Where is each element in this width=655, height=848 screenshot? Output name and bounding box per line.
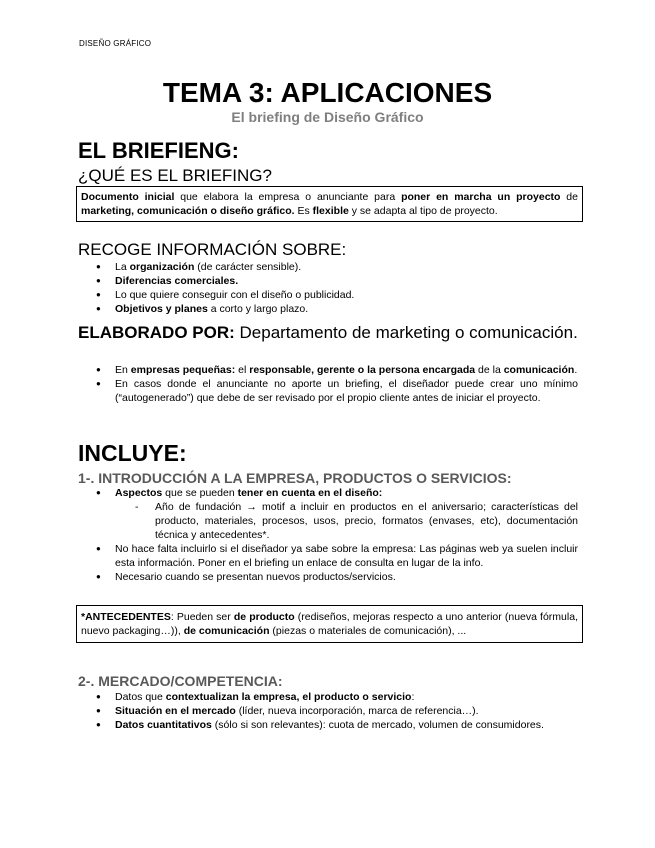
s2-1-b: Situación en el mercado <box>115 705 236 717</box>
elaborado-text: Departamento de marketing o comunicación. <box>234 323 578 342</box>
antecedentes-box <box>76 605 583 643</box>
s2-0-a: Datos que <box>115 691 166 703</box>
el-0-b: empresas pequeñas: <box>130 364 236 376</box>
ant-t2: : Pueden ser <box>170 611 234 623</box>
s1-i1-a: Aspectos <box>115 487 163 499</box>
ant-t1: *ANTECEDENTES <box>81 611 171 623</box>
sub-list-item: - Año de fundación → motif a incluir en productos en el aniversario; características del producto, materiales, procesos, usos, precio, formatos (envases, etc), documentación técnica y antecedentes*. <box>115 500 578 542</box>
list-item <box>78 718 578 732</box>
list-item <box>78 288 578 302</box>
section-1-sublist <box>115 500 578 542</box>
elaborado-list <box>78 363 578 405</box>
recoge-0-c: (de carácter sensible). <box>194 261 302 273</box>
s2-0-b: contextualizan la empresa, el producto o servicio <box>165 691 412 703</box>
elaborado-por <box>78 322 578 343</box>
def-t1: Documento inicial <box>81 191 175 203</box>
list-item <box>78 377 578 405</box>
ant-t3: de producto <box>233 611 295 623</box>
ant-t5: de comunicación <box>183 625 270 637</box>
def-t3: poner en marcha un proyecto <box>401 191 561 203</box>
section-2-list <box>78 690 578 732</box>
el-0-a: En <box>115 364 131 376</box>
ant-t4: (rediseños, mejoras respecto a uno anterior (nueva fórmula, nuevo packaging…)), <box>81 611 578 637</box>
list-item <box>78 274 578 288</box>
s2-0-c: : <box>411 691 415 703</box>
section-1-heading: 1-. INTRODUCCIÓN A LA EMPRESA, PRODUCTOS O SERVICIOS: <box>78 470 512 486</box>
def-t5: marketing, comunicación o diseño gráfico. <box>81 205 295 217</box>
def-t8: y se adapta al tipo de proyecto. <box>348 205 498 217</box>
recoge-3-b: Objetivos y planes <box>115 303 208 315</box>
el-0-d: responsable, gerente o la persona encargada <box>249 364 476 376</box>
list-item <box>78 302 578 316</box>
recoge-heading: RECOGE INFORMACIÓN SOBRE: <box>78 240 347 259</box>
recoge-0-b: organización <box>129 261 195 273</box>
list-item <box>78 704 578 718</box>
page-subtitle: El briefing de Diseño Gráfico <box>231 109 424 125</box>
el-1-a: En casos donde el anunciante no aporte un briefing, el diseñador puede crear uno mínimo (“autogenerado”) que debe de ser revisado por el propio cliente antes de iniciar el proyecto. <box>115 378 578 404</box>
page-title: TEMA 3: APLICACIONES <box>162 77 493 108</box>
recoge-1-b: Diferencias comerciales. <box>115 275 239 287</box>
header-label: DISEÑO GRÁFICO <box>79 39 152 48</box>
briefing-heading: EL BRIEFIENG: <box>78 138 239 163</box>
el-0-c: el <box>235 364 250 376</box>
recoge-2-a: Lo que quiere conseguir con el diseño o publicidad. <box>115 289 355 301</box>
s2-2-b: Datos cuantitativos <box>115 719 212 731</box>
s2-2-c: (sólo si son relevantes): cuota de mercado, volumen de consumidores. <box>211 719 544 731</box>
recoge-0-a: La <box>115 261 130 273</box>
incluye-heading: INCLUYE: <box>78 440 187 466</box>
list-item <box>78 486 578 542</box>
el-0-e: de la <box>475 364 504 376</box>
elaborado-label: ELABORADO POR: <box>78 323 235 342</box>
s1-i1-c: tener en cuenta en el diseño: <box>237 487 383 499</box>
list-item <box>78 260 578 274</box>
def-t6: Es <box>294 205 313 217</box>
recoge-list <box>78 260 578 316</box>
el-0-f: comunicación <box>503 364 575 376</box>
list-item <box>78 690 578 704</box>
list-item <box>78 363 578 377</box>
definition-box <box>76 186 583 222</box>
what-is-briefing-heading: ¿QUÉ ES EL BRIEFING? <box>78 166 272 185</box>
def-t2: que elabora la empresa o anunciante para <box>174 191 402 203</box>
def-t7: flexible <box>312 205 349 217</box>
list-item: ● Necesario cuando se presentan nuevos productos/servicios. <box>78 570 578 584</box>
list-item: ● No hace falta incluirlo si el diseñador ya sabe sobre la empresa: Las páginas web ya suelen incluir esta información. Poner en el briefing un enlace de consulta en lugar de la info. <box>78 542 578 570</box>
s1-i1-b: que se pueden <box>162 487 238 499</box>
def-t4: de <box>560 191 578 203</box>
section-2-heading: 2-. MERCADO/COMPETENCIA: <box>78 673 283 689</box>
section-1-list <box>78 486 578 584</box>
el-0-g: . <box>574 364 578 376</box>
recoge-3-c: a corto y largo plazo. <box>207 303 309 315</box>
s2-1-c: (líder, nueva incorporación, marca de referencia…). <box>235 705 479 717</box>
ant-t6: (piezas o materiales de comunicación), ... <box>269 625 467 637</box>
